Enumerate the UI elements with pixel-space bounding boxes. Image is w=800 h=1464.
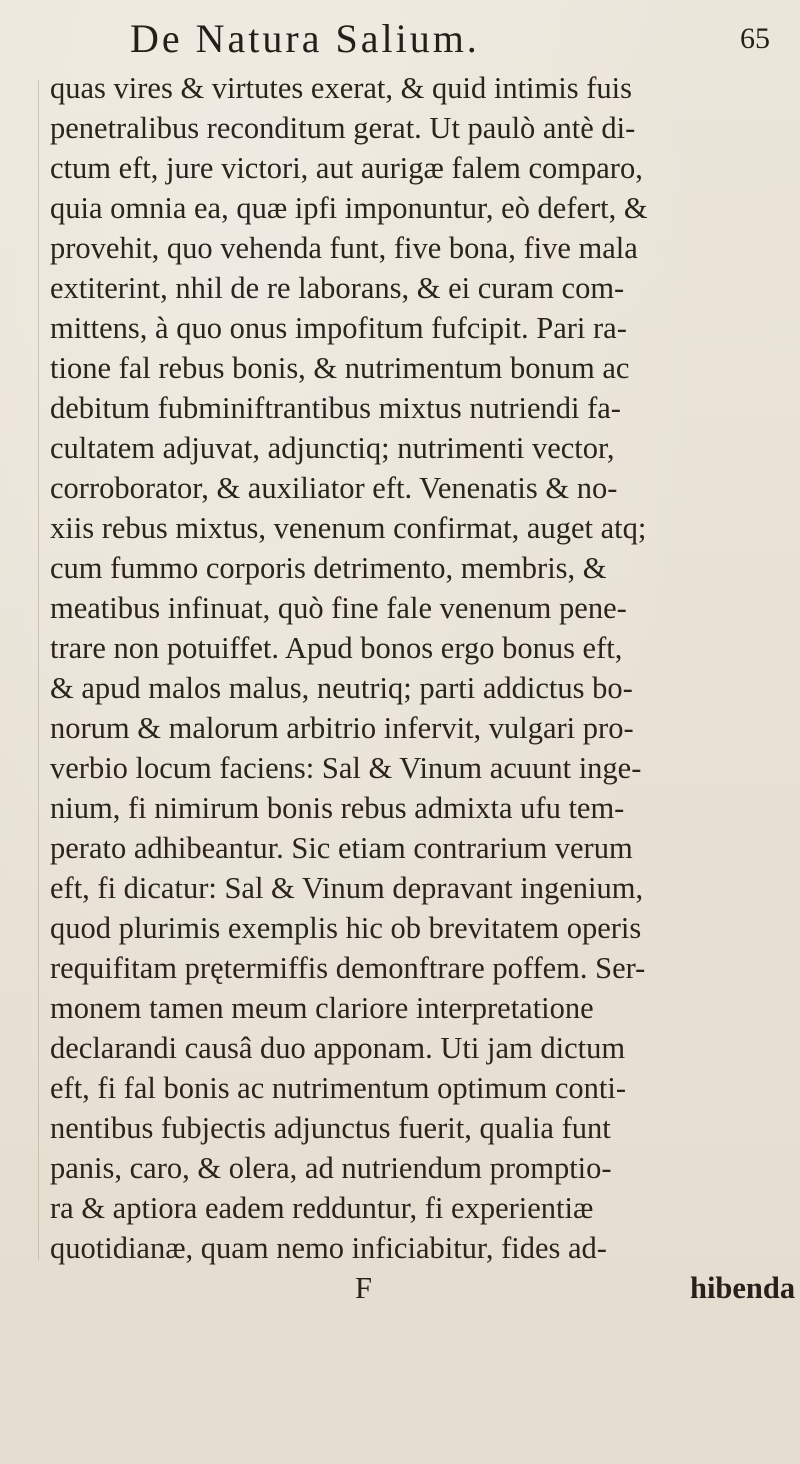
text-line: panis, caro, & olera, ad nutriendum promptio- (50, 1151, 612, 1185)
text-line: xiis rebus mixtus, venenum confirmat, auget atq; (50, 511, 647, 545)
text-line: cum fummo corporis detrimento, membris, & (50, 551, 607, 585)
text-line: meatibus infinuat, quò fine fale venenum pene- (50, 591, 627, 625)
text-line: extiterint, nhil de re laborans, & ei curam com- (50, 271, 625, 305)
text-line: declarandi causâ duo apponam. Uti jam dictum (50, 1031, 626, 1065)
text-line: eft, fi dicatur: Sal & Vinum depravant ingenium, (50, 871, 644, 905)
text-line: monem tamen meum clariore interpretatione (50, 991, 594, 1025)
text-line: quod plurimis exemplis hic ob brevitatem operis (50, 911, 642, 945)
text-line: quas vires & virtutes exerat, & quid intimis fuis (50, 71, 632, 105)
text-line: ra & aptiora eadem redduntur, fi experientiæ (50, 1191, 594, 1225)
gutter-shadow (38, 80, 39, 1260)
text-line: mittens, à quo onus impofitum fufcipit. Pari ra- (50, 311, 627, 345)
text-line: & apud malos malus, neutriq; parti addictus bo- (50, 671, 633, 705)
catchword: hibenda (690, 1271, 796, 1305)
text-line: quotidianæ, quam nemo inficiabitur, fides ad- (50, 1231, 607, 1265)
text-line: quia omnia ea, quæ ipfi imponuntur, eò defert, & (50, 191, 648, 225)
text-line: perato adhibeantur. Sic etiam contrarium verum (50, 831, 633, 865)
page-header (130, 10, 770, 68)
text-line: norum & malorum arbitrio infervit, vulgari pro- (50, 711, 634, 745)
text-line: provehit, quo vehenda funt, five bona, five mala (50, 231, 638, 265)
text-line: requifitam prętermiffis demonftrare poffem. Ser- (50, 951, 646, 985)
running-head: De Natura Salium. (130, 16, 480, 61)
signature-row (50, 1268, 796, 1308)
text-line: cultatem adjuvat, adjunctiq; nutrimenti vector, (50, 431, 615, 465)
text-line: verbio locum faciens: Sal & Vinum acuunt inge- (50, 751, 642, 785)
text-line: eft, fi fal bonis ac nutrimentum optimum conti- (50, 1071, 626, 1105)
page-number: 65 (740, 22, 770, 55)
body-text (50, 68, 796, 1308)
signature-mark: F (355, 1271, 372, 1305)
text-line: corroborator, & auxiliator eft. Venenatis & no- (50, 471, 618, 505)
text-line: nentibus fubjectis adjunctus fuerit, qualia funt (50, 1111, 611, 1145)
text-line: ctum eft, jure victori, aut aurigæ falem comparo, (50, 151, 643, 185)
text-line: trare non potuiffet. Apud bonos ergo bonus eft, (50, 631, 623, 665)
text-line: tione fal rebus bonis, & nutrimentum bonum ac (50, 351, 630, 385)
text-line: nium, fi nimirum bonis rebus admixta ufu tem- (50, 791, 625, 825)
text-line: debitum fubminiftrantibus mixtus nutriendi fa- (50, 391, 621, 425)
text-line: penetralibus reconditum gerat. Ut paulò antè di- (50, 111, 636, 145)
